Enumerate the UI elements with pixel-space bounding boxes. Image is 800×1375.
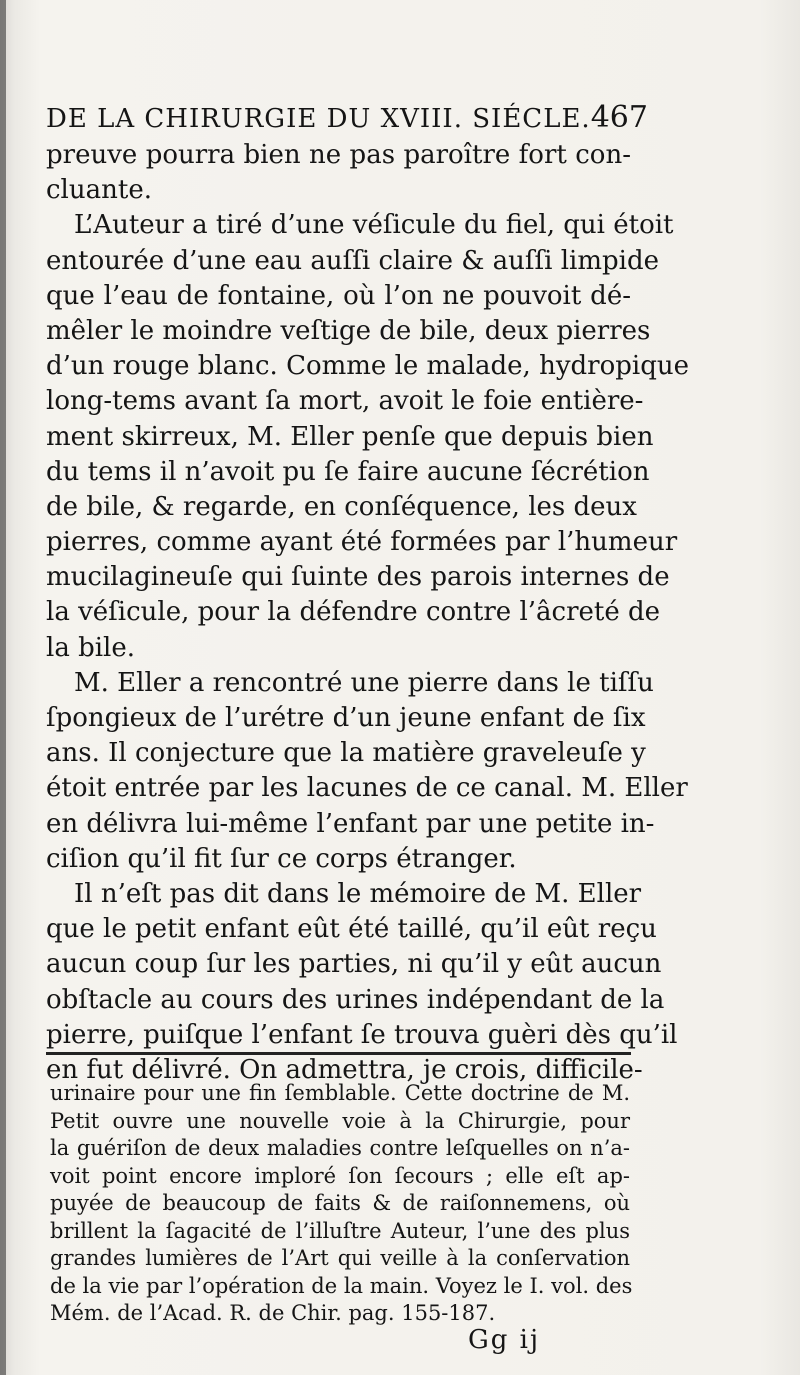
body-line: obſtacle au cours des urines indépendant de la	[46, 984, 665, 1015]
body-line: du tems il n’avoit pu ſe faire aucune ſécrétion	[46, 456, 650, 487]
footnote-line: brillent la ſagacité de l’illuſtre Auteur, l’une des plus	[50, 1218, 630, 1243]
body-line: mêler le moindre veſtige de bile, deux pierres	[46, 315, 651, 346]
body-line: étoit entrée par les lacunes de ce canal. M. Eller	[46, 773, 688, 804]
body-line: long-tems avant ſa mort, avoit le foie entière-	[46, 386, 644, 417]
page-number: 467	[590, 100, 648, 135]
footnote-line: urinaire pour une fin ſemblable. Cette doctrine de M.	[50, 1081, 630, 1105]
signature-mark: Gg ij	[468, 1325, 541, 1355]
footnote-line: Mém. de l’Acad. R. de Chir. pag. 155-187.	[50, 1301, 496, 1325]
footnote-line: voit point encore imploré ſon ſecours ; elle eſt ap-	[50, 1163, 630, 1188]
body-line: ſpongieux de l’urétre d’un jeune enfant de ſix	[46, 703, 646, 733]
body-line: mucilagineuſe qui ſuinte des parois internes de	[46, 562, 670, 593]
body-line: pierre, puiſque l’enfant ſe trouva guèri dès qu’il	[46, 1019, 678, 1050]
gutter-shadow	[0, 0, 6, 1375]
body-line: entourée d’une eau auſſi claire & auſſi limpide	[46, 245, 659, 276]
footnote	[50, 1080, 633, 1328]
body-line: ans. Il conjecture que la matière graveleuſe y	[46, 738, 646, 769]
body-line: d’un rouge blanc. Comme le malade, hydropique	[46, 351, 689, 382]
footnote-line: de la vie par l’opération de la main. Voyez le I. vol. des	[50, 1273, 633, 1298]
body-line: preuve pourra bien ne pas paroître fort con-	[46, 140, 631, 170]
body-line: en fut délivré. On admettra, je crois, difficile-	[46, 1054, 643, 1085]
body-line: Il n’eſt pas dit dans le mémoire de M. Eller	[74, 878, 642, 909]
body-line: ment skirreux, M. Eller penſe que depuis bien	[46, 421, 654, 452]
footnote-line: la guériſon de deux maladies contre leſquelles on n’a-	[50, 1136, 630, 1160]
body-line: cluante.	[46, 175, 152, 206]
body-text	[46, 138, 689, 1088]
body-line: ciſion qu’il fit ſur ce corps étranger.	[46, 843, 517, 874]
body-line: la bile.	[46, 632, 136, 663]
body-line: M. Eller a rencontré une pierre dans le tiſſu	[74, 667, 654, 698]
running-head: DE LA CHIRURGIE DU XVIII. SIÉCLE.	[46, 104, 591, 134]
body-line: aucun coup ſur les parties, ni qu’il y eût aucun	[46, 949, 662, 980]
body-line: que l’eau de fontaine, où l’on ne pouvoit dé-	[46, 280, 631, 311]
body-line: en délivra lui-même l’enfant par une petite in-	[46, 808, 655, 839]
body-line: que le petit enfant eût été taillé, qu’il eût reçu	[46, 914, 657, 945]
footnote-rule	[46, 1052, 631, 1055]
body-line: de bile, & regarde, en conſéquence, les deux	[46, 491, 637, 522]
footnote-line: puyée de beaucoup de faits & de raiſonnemens, où	[50, 1191, 630, 1215]
body-line: la véſicule, pour la défendre contre l’âcreté de	[46, 597, 661, 628]
footnote-line: Petit ouvre une nouvelle voie à la Chirurgie, pour	[50, 1108, 630, 1133]
body-line: pierres, comme ayant été formées par l’humeur	[46, 527, 678, 558]
body-line: L’Auteur a tiré d’une véſicule du fiel, qui étoit	[74, 210, 674, 241]
footnote-line: grandes lumières de l’Art qui veille à la conſervation	[50, 1246, 630, 1270]
